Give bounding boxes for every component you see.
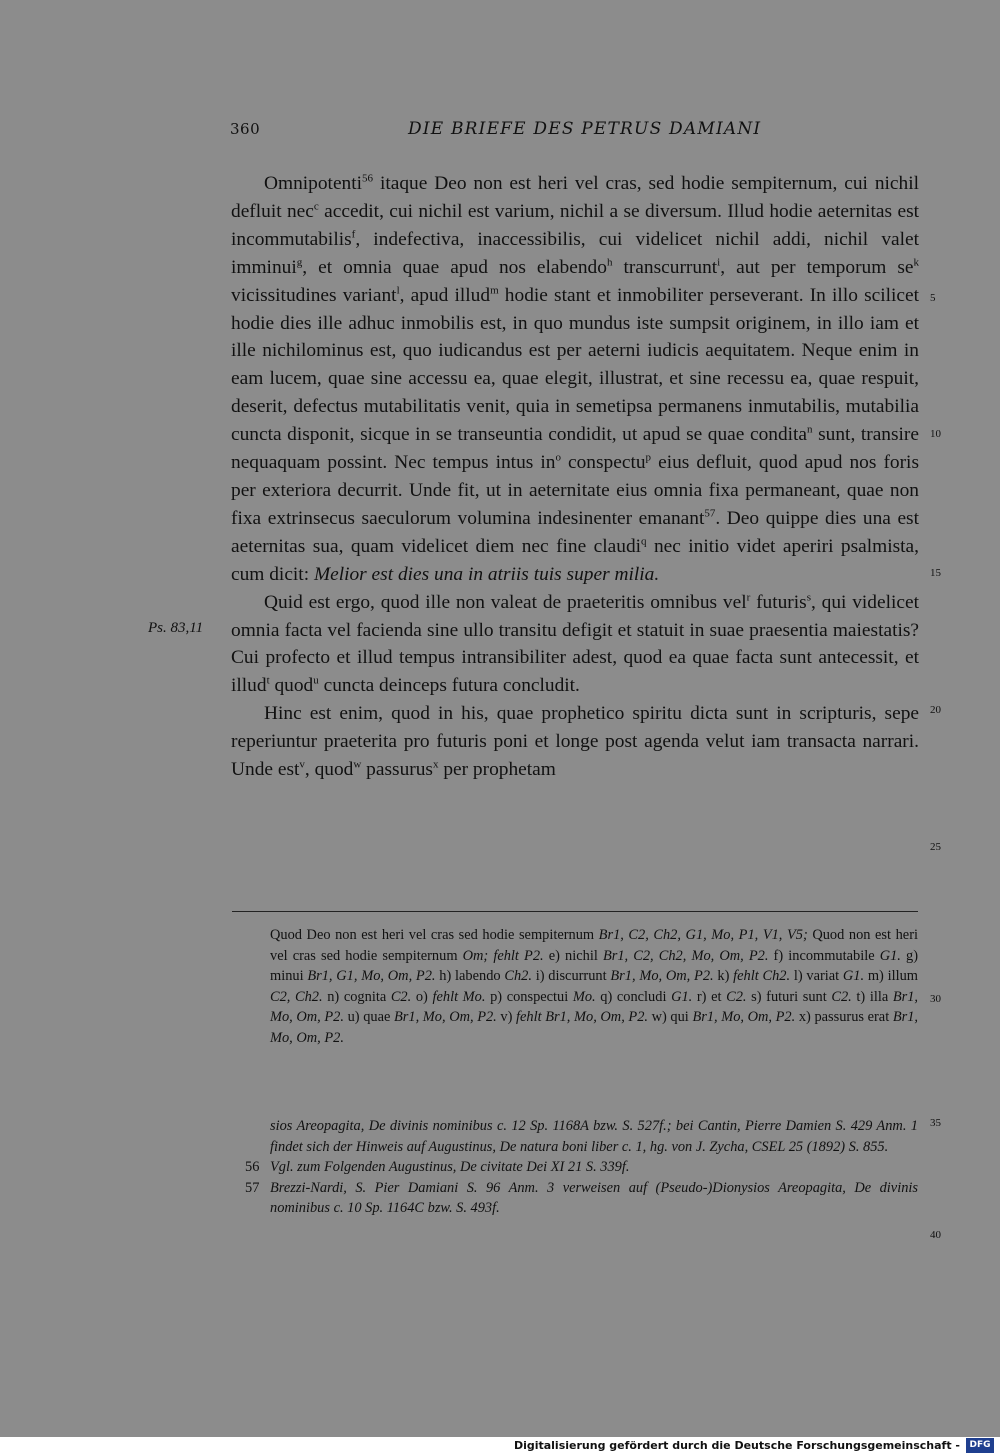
margin-reference: Ps. 83,11 [148, 620, 204, 636]
footnote-57: 57 Brezzi-Nardi, S. Pier Damiani S. 96 Anm. 3 verweisen auf (Pseudo-)Dionysios Areopagita, De divinis nominibus c. 10 Sp. 1164C bzw. S. 493f. [245, 1179, 918, 1217]
running-title: DIE BRIEFE DES PETRUS DAMIANI [408, 119, 762, 139]
footer-credit: Digitalisierung gefördert durch die Deutsche Forschungsgemeinschaft - [513, 1439, 960, 1452]
line-number: 15 [930, 567, 941, 579]
paragraph-3: Hinc est enim, quod in his, quae prophetico spiritu dicta sunt in scripturis, sepe reperiuntur praeterita pro futuris poni et longe post agenda velut iam transacta narrari. Unde est$^v$, quod$^w$ passurus$^x$ per prophetam [231, 703, 919, 781]
footnote-56: 56 Vgl. zum Folgenden Augustinus, De civitate Dei XI 21 S. 339f. [245, 1159, 630, 1176]
line-number: 40 [930, 1229, 941, 1241]
line-number: 5 [930, 292, 936, 304]
footer-bar [0, 1437, 1000, 1455]
paragraph-1: Omnipotenti$^{56}$ itaque Deo non est heri vel cras, sed hodie sempiternum, cui nichil defluit nec$^c$ accedit, cui nichil est varium, nichil a se diversum. Illud hodie aeternitas est incommutabilis$^f$, indefectiva, inaccessibilis, cui videlicet nichil addi, nichil valet imminui$^g$, et omnia quae apud nos elabendo$^h$ transcurrunt$^i$, aut per temporum $se^k$ vicissitudines variant$^l$, apud illud$^m$ hodie stant et inmobiliter perseverant. In illo scilicet hodie dies ille adhuc inmobilis est, in quo mundus iste sumpsit originem, in illo iam et ille nichilominus est, quo iudicandus est per aeterni iudicis aequitatem. Neque enim in eam lucem, quae sine accessu ea, quae elegit, illustrat, et sine recessu ea, quae respuit, deserit, defectus mutabilitatis venit, quia in semetipsa permanens inmutabilis, mutabilia cuncta disponit, sicque in se transeuntia condidit, ut apud se quae condita$^n$ sunt, transire nequaquam possint. Nec tempus intus $in^o$ conspectu$^p$ eius defluit, quod apud nos foris per exteriora decurrit. Unde fit, ut in aeternitate eius omnia fixa permaneant, quae non fixa extrinsecus saeculorum volumina indesinenter emanant$^{57}$. Deo quippe dies una est aeternitas sua, quam videlicet diem nec fine claudi$^q$ nec initio videt aperiri psalmista, cum dicit: Melior est dies una in atriis tuis super milia. [231, 172, 919, 585]
critical-apparatus: Quod Deo non est heri vel cras sed hodie sempiternum Br1, C2, Ch2, G1, Mo, P1, V1, V5; Quod non est heri vel cras sed hodie sempiternum Om; fehlt P2. e) nichil Br1, C2, Ch2, Mo, Om, P2. f) incommutabile G1. g) minui Br1, G1, Mo, Om, P2. h) labendo Ch2. i) discurrunt Br1, Mo, Om, P2. k) fehlt Ch2. l) variat G1. m) illum C2, Ch2. n) cognita C2. o) fehlt Mo. p) conspectui Mo. q) concludi G1. r) et C2. s) futuri sunt C2. t) illa Br1, Mo, Om, P2. u) quae Br1, Mo, Om, P2. v) fehlt Br1, Mo, Om, P2. w) qui Br1, Mo, Om, P2. x) passurus erat Br1, Mo, Om, P2. [270, 927, 919, 1046]
line-number: 10 [930, 428, 941, 440]
dfg-logo-icon: DFG [966, 1438, 994, 1453]
page-number: 360 [230, 120, 261, 138]
footnote-divider [232, 911, 918, 912]
footnote-continuation: sios Areopagita, De divinis nominibus c. 12 Sp. 1168A bzw. S. 527f.; bei Cantin, Pierre Damien S. 429 Anm. 1 findet sich der Hinweis auf Augustinus, De natura boni liber c. 1, hg. von J. Zycha, CSEL 25 (1892) S. 855. [270, 1118, 918, 1155]
line-number: 35 [930, 1117, 941, 1129]
line-number: 20 [930, 704, 941, 716]
main-text [231, 170, 919, 784]
paragraph-2: Quid est ergo, quod ille non valeat de praeteritis omnibus vel$^r$ futuris$^s$, qui videlicet omnia facta vel facienda sine ullo transitu defigit et statuit in suae praesentia maiestatis? Cui profecto et illud tempus intransibiliter adest, quod ea quae facta sunt antecessit, et illud$^t$ quod$^u$ cuncta deinceps futura concludit. [231, 591, 919, 697]
footnotes [245, 1116, 918, 1219]
line-number: 30 [930, 993, 941, 1005]
line-number: 25 [930, 841, 941, 853]
psalm-quote: Melior est dies una in atriis tuis super milia. [313, 563, 660, 585]
